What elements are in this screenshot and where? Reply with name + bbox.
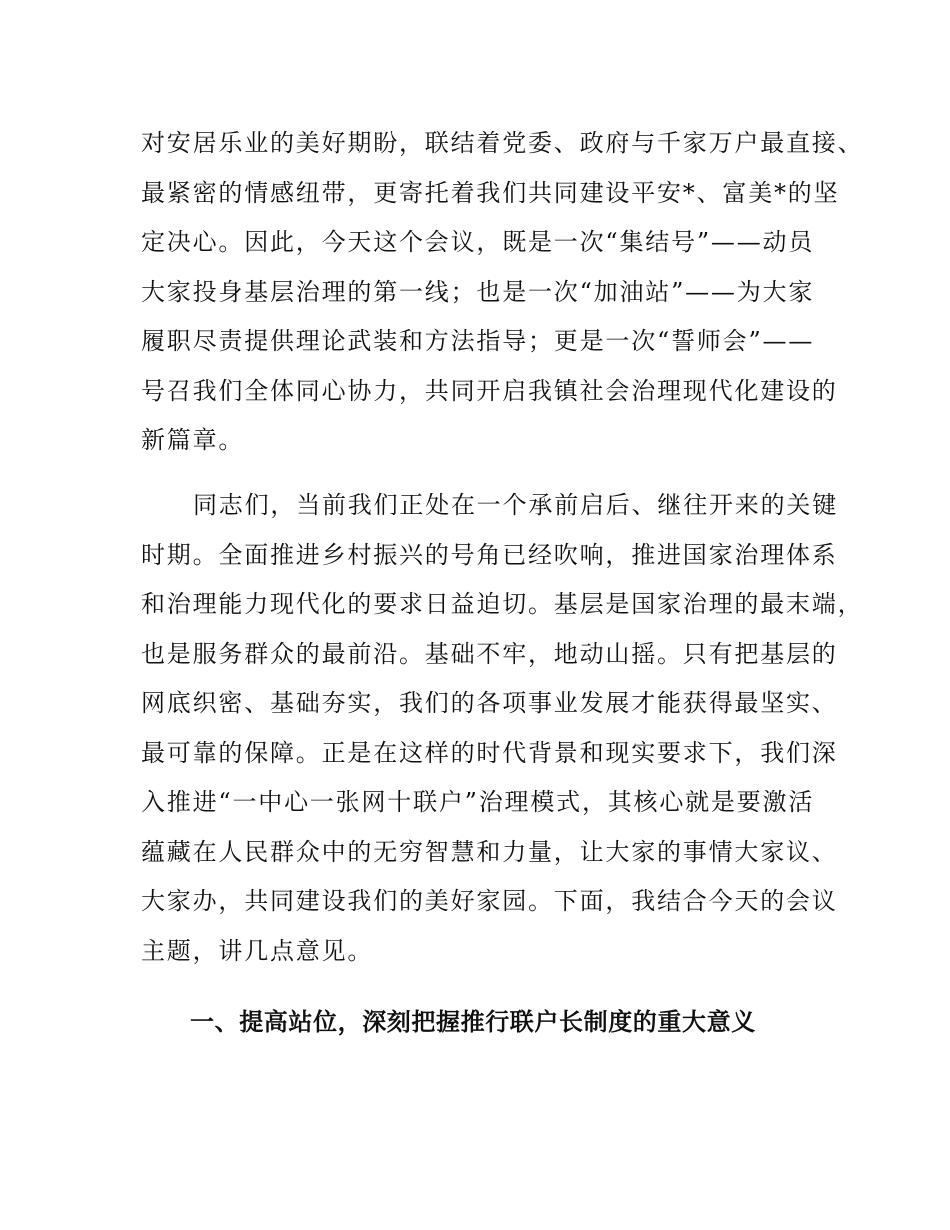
text-line: 最紧密的情感纽带，更寄托着我们共同建设平安*、富美*的坚 bbox=[141, 178, 840, 207]
text-line: 新篇章。 bbox=[141, 426, 245, 454]
text-line: 网底织密、基础夯实，我们的各项事业发展才能获得最坚实、 bbox=[141, 689, 838, 717]
text-line: 履职尽责提供理论武装和方法指导；更是一次“誓师会”—— bbox=[141, 327, 815, 355]
text-line: 时期。全面推进乡村振兴的号角已经吹响，推进国家治理体系 bbox=[141, 540, 838, 569]
text-line: 也是服务群众的最前沿。基础不牢，地动山摇。只有把基层的 bbox=[141, 639, 838, 668]
section-heading: 一、提高站位，深刻把握推行联户长制度的重大意义 bbox=[190, 1008, 756, 1036]
text-line: 和治理能力现代化的要求日益迫切。基层是国家治理的最末端， bbox=[141, 590, 864, 618]
text-line: 最可靠的保障。正是在这样的时代背景和现实要求下，我们深 bbox=[141, 738, 838, 767]
text-line: 号召我们全体同心协力，共同开启我镇社会治理现代化建设的 bbox=[141, 376, 838, 405]
text-line: 同志们，当前我们正处在一个承前启后、继往开来的关键 bbox=[193, 491, 838, 519]
text-line: 大家办，共同建设我们的美好家园。下面，我结合今天的会议 bbox=[141, 887, 838, 915]
text-line: 定决心。因此，今天这个会议，既是一次“集结号”——动员 bbox=[141, 228, 815, 256]
text-line: 大家投身基层治理的第一线；也是一次“加油站”——为大家 bbox=[141, 277, 815, 306]
paragraph-1 bbox=[141, 119, 864, 466]
text-line: 蕴藏在人民群众中的无穷智慧和力量，让大家的事情大家议、 bbox=[141, 837, 838, 866]
text-line: 对安居乐业的美好期盼，联结着党委、政府与千家万户最直接、 bbox=[141, 129, 864, 157]
text-line: 主题，讲几点意见。 bbox=[141, 936, 374, 965]
paragraph-2 bbox=[141, 481, 864, 976]
text-line: 入推进“一中心一张网十联户”治理模式，其核心就是要激活 bbox=[141, 788, 815, 816]
